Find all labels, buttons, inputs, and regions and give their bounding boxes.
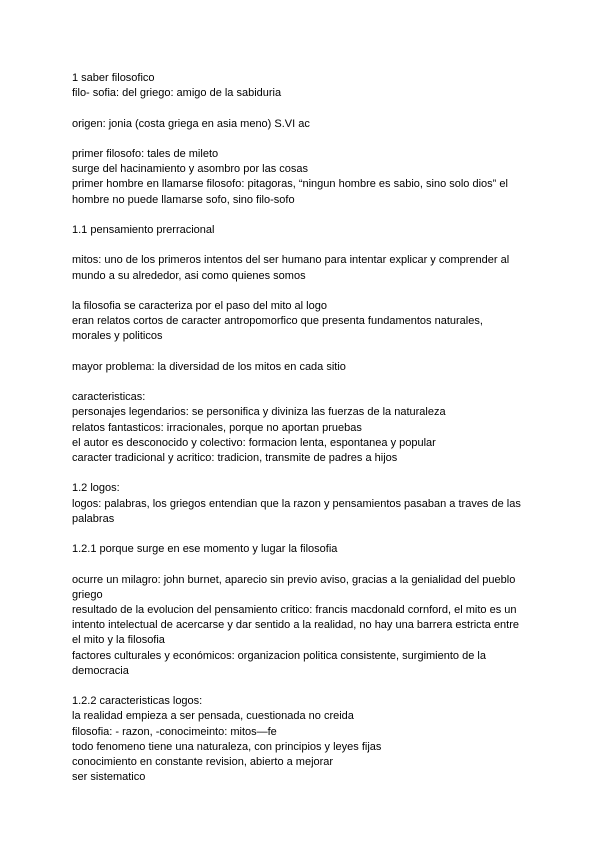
text-line: filosofia: - razon, -conocimeinto: mitos—fe: [72, 725, 277, 738]
text-line: ocurre un milagro: john burnet, aparecio sin previo aviso, gracias a la genialidad del pueblo: [72, 573, 516, 586]
text-line: origen: jonia (costa griega en asia meno) S.VI ac: [72, 117, 310, 130]
text-line: democracia: [72, 664, 129, 677]
text-line: relatos fantasticos: irracionales, porque no aportan pruebas: [72, 421, 362, 434]
text-line: el mito y la filosofia: [72, 634, 165, 647]
text-line: el autor es desconocido y colectivo: formacion lenta, espontanea y popular: [72, 436, 436, 449]
paragraph-gap: [72, 132, 532, 147]
text-line: todo fenomeno tiene una naturaleza, con principios y leyes fijas: [72, 740, 382, 753]
text-line: ser sistematico: [72, 771, 146, 784]
text-line: griego: [72, 588, 103, 601]
text-line: resultado de la evolucion del pensamiento critico: francis macdonald cornford, el mito es un: [72, 603, 517, 616]
text-line: mundo a su alrededor, asi como quienes somos: [72, 269, 306, 282]
paragraph-gap: [72, 375, 532, 390]
document-body: [72, 71, 532, 785]
text-line: mayor problema: la diversidad de los mitos en cada sitio: [72, 360, 346, 373]
paragraph-gap: [72, 466, 532, 481]
text-line: primer filosofo: tales de mileto: [72, 147, 219, 160]
text-line: surge del hacinamiento y asombro por las cosas: [72, 163, 309, 176]
text-line: filo- sofia: del griego: amigo de la sabiduria: [72, 87, 282, 100]
text-line: 1.2 logos:: [72, 482, 120, 495]
text-line: personajes legendarios: se personifica y diviniza las fuerzas de la naturaleza: [72, 406, 446, 419]
text-line: 1.2.1 porque surge en ese momento y lugar la filosofia: [72, 543, 338, 556]
text-line: la realidad empieza a ser pensada, cuestionada no creida: [72, 710, 354, 723]
text-line: morales y politicos: [72, 330, 163, 343]
text-line: conocimiento en constante revision, abierto a mejorar: [72, 755, 334, 768]
text-line: hombre no puede llamarse sofo, sino filo-sofo: [72, 193, 295, 206]
paragraph-gap: [72, 208, 532, 223]
paragraph-gap: [72, 557, 532, 572]
text-line: caracter tradicional y acritico: tradicion, transmite de padres a hijos: [72, 451, 398, 464]
paragraph-gap: [72, 527, 532, 542]
text-line: intento intelectual de acercarse y dar sentido a la realidad, no hay una barrera estricta entre: [72, 619, 519, 632]
text-line: 1 saber filosofico: [72, 72, 155, 84]
text-line: primer hombre en llamarse filosofo: pitagoras, “ningun hombre es sabio, sino solo dios” el: [72, 178, 508, 191]
text-line: caracteristicas:: [72, 391, 146, 404]
text-line: 1.2.2 caracteristicas logos:: [72, 695, 203, 708]
paragraph-gap: [72, 679, 532, 694]
text-line: factores culturales y económicos: organizacion politica consistente, surgimiento de la: [72, 649, 486, 662]
text-line: 1.1 pensamiento prerracional: [72, 223, 215, 236]
text-line: mitos: uno de los primeros intentos del ser humano para intentar explicar y comprender al: [72, 254, 510, 267]
text-line: palabras: [72, 512, 115, 525]
text-line: eran relatos cortos de caracter antropomorfico que presenta fundamentos naturales,: [72, 315, 483, 328]
paragraph-gap: [72, 284, 532, 299]
paragraph-gap: [72, 238, 532, 253]
paragraph-gap: [72, 345, 532, 360]
paragraph-gap: [72, 101, 532, 116]
text-line: logos: palabras, los griegos entendian que la razon y pensamientos pasaban a traves de las: [72, 497, 521, 510]
text-line: la filosofia se caracteriza por el paso del mito al logo: [72, 299, 327, 312]
